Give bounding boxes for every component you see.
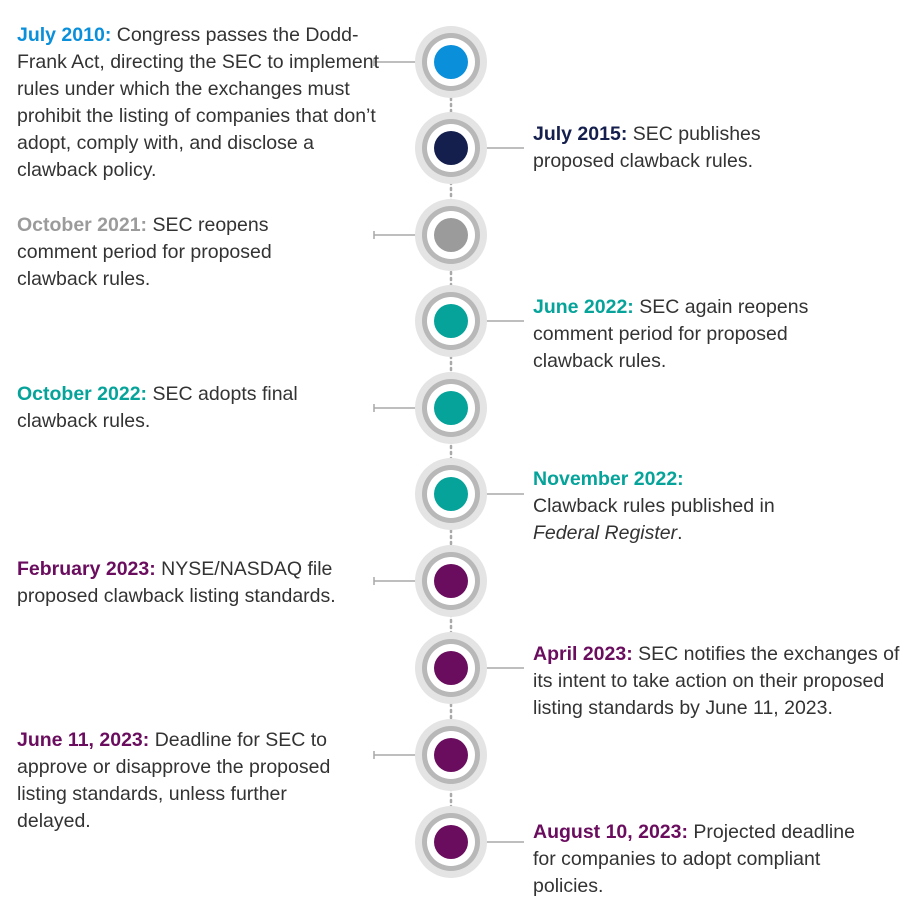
node-dot <box>434 825 468 859</box>
timeline-event-text <box>533 294 833 375</box>
timeline-event-text <box>17 22 397 184</box>
event-date: June 11, 2023: <box>17 729 150 751</box>
timeline-event-text <box>533 121 823 175</box>
event-date: November 2022: <box>533 468 684 490</box>
event-date: June 2022: <box>533 296 634 318</box>
timeline-node <box>374 545 487 617</box>
event-date: October 2022: <box>17 383 148 405</box>
timeline-node <box>415 285 524 357</box>
timeline-event-text <box>17 381 352 435</box>
timeline-node <box>374 372 487 444</box>
node-dot <box>434 651 468 685</box>
node-dot <box>434 477 468 511</box>
node-dot <box>434 391 468 425</box>
node-dot <box>434 738 468 772</box>
event-description: Congress passes the Dodd-Frank Act, directing the SEC to implement rules under which the exchanges must prohibit the listing of companies that don’t adopt, comply with, and disclose a clawback policy. <box>17 24 379 181</box>
timeline-event-text <box>17 727 362 835</box>
event-date: August 10, 2023: <box>533 821 688 843</box>
timeline-event-text <box>17 212 337 293</box>
event-date: April 2023: <box>533 643 633 665</box>
event-date: October 2021: <box>17 214 148 236</box>
timeline-node <box>415 632 524 704</box>
event-description-emphasis: Federal Register <box>533 522 678 544</box>
event-date: July 2010: <box>17 24 112 46</box>
event-description: SEC notifies the exchanges of its intent to take action on their proposed listing standards by June 11, 2023. <box>533 643 900 719</box>
event-description: Projected deadline for companies to adopt compliant policies. <box>533 821 855 897</box>
node-dot <box>434 131 468 165</box>
event-date: February 2023: <box>17 558 156 580</box>
event-description: NYSE/NASDAQ file proposed clawback listing standards. <box>17 558 336 607</box>
timeline-node <box>374 719 487 791</box>
timeline-event-text <box>533 641 913 722</box>
event-description-end: . <box>677 522 683 544</box>
timeline-node <box>415 806 524 878</box>
event-description: SEC publishes proposed clawback rules. <box>533 123 761 172</box>
timeline-node <box>374 199 487 271</box>
node-dot <box>434 304 468 338</box>
timeline-node <box>415 458 524 530</box>
node-dot <box>434 45 468 79</box>
event-description: Clawback rules published in <box>533 495 775 517</box>
event-description: SEC adopts final clawback rules. <box>17 383 298 432</box>
node-dot <box>434 218 468 252</box>
event-description: SEC reopens comment period for proposed clawback rules. <box>17 214 272 290</box>
node-dot <box>434 564 468 598</box>
timeline-event-text <box>533 466 803 547</box>
timeline-event-text <box>533 819 868 900</box>
event-description: SEC again reopens comment period for proposed clawback rules. <box>533 296 809 372</box>
timeline-event-text <box>17 556 342 610</box>
event-description: Deadline for SEC to approve or disapprove the proposed listing standards, unless further delayed. <box>17 729 331 832</box>
event-date: July 2015: <box>533 123 628 145</box>
timeline-node <box>415 112 524 184</box>
